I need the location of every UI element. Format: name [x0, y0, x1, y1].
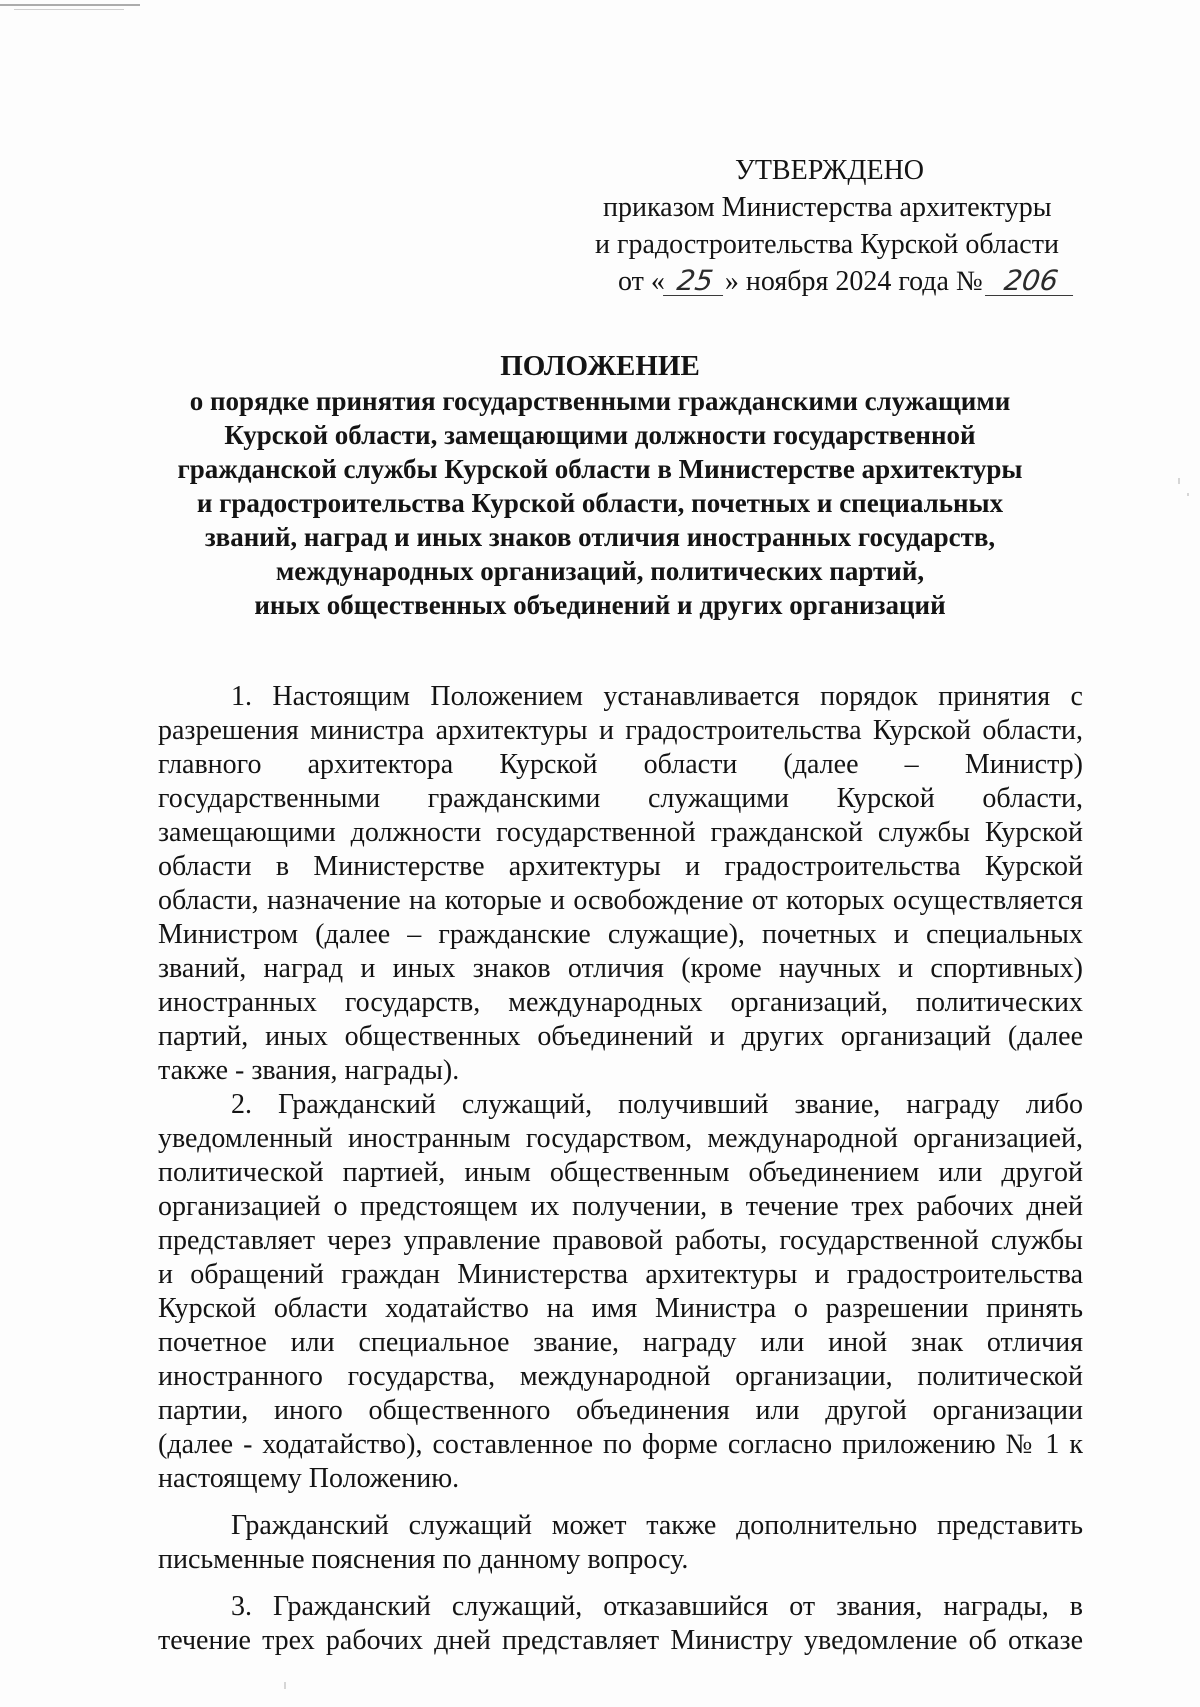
paragraph-1-last-line: также - звания, награды).: [158, 1055, 460, 1086]
paragraph-1-line: области в Министерстве архитектуры и градостроительства Курской: [158, 851, 1083, 882]
paragraph-2-line: (далее - ходатайство), составленное по форме согласно приложению № 1 к: [158, 1429, 1083, 1460]
paragraph-1-line: замещающими должности государственной гражданской службы Курской: [158, 817, 1083, 848]
document-subtitle-line: Курской области, замещающими должности государственной: [224, 420, 976, 450]
document-subtitle-line: и градостроительства Курской области, почетных и специальных: [196, 488, 1004, 518]
paragraph-1-line: области, назначение на которые и освобождение от которых осуществляется: [158, 885, 1083, 916]
document-subtitle-line: о порядке принятия государственными гражданскими служащими: [189, 386, 1011, 416]
paragraph-1-line: разрешения министра архитектуры и градостроительства Курской области,: [158, 715, 1083, 746]
paragraph-1-line: партий, иных общественных объединений и других организаций (далее: [158, 1021, 1083, 1052]
approval-date-line: [618, 263, 1075, 300]
paragraph-2-line: партии, иного общественного объединения или другой организации: [158, 1395, 1083, 1426]
scan-speck: [284, 1682, 286, 1689]
approval-date-middle: » ноября 2024 года №: [724, 266, 983, 297]
paragraph-3-line: течение трех рабочих дней представляет Министру уведомление об отказе: [158, 1625, 1083, 1656]
paragraph-2-line: уведомленный иностранным государством, международной организацией,: [158, 1123, 1083, 1154]
document-subtitle-line: званий, наград и иных знаков отличия иностранных государств,: [204, 522, 996, 552]
paragraph-1-line: главного архитектора Курской области (далее – Министр): [158, 749, 1083, 780]
paragraph-1-line: государственными гражданскими служащими Курской области,: [158, 783, 1083, 814]
approval-ministry-line: и градостроительства Курской области: [595, 229, 1059, 260]
paragraph-2-line: организацией о предстоящем их получении, в течение трех рабочих дней: [158, 1191, 1083, 1222]
paragraph-2-line: иностранного государства, международной организации, политической: [158, 1361, 1083, 1392]
scan-edge-mark: [0, 4, 140, 6]
document-subtitle-line: гражданской службы Курской области в Министерстве архитектуры: [177, 454, 1023, 484]
scan-edge-mark-secondary: [14, 9, 124, 10]
paragraph-2-line: и обращений граждан Министерства архитектуры и градостроительства: [158, 1259, 1083, 1290]
paragraph-2b-line: Гражданский служащий может также дополнительно представить: [231, 1510, 1083, 1541]
handwritten-day: 25: [663, 267, 727, 296]
paragraph-2b-last-line: письменные пояснения по данному вопросу.: [158, 1544, 689, 1575]
paragraph-2-line: представляет через управление правовой работы, государственной службы: [158, 1225, 1083, 1256]
approval-order-line: приказом Министерства архитектуры: [603, 192, 1052, 223]
paragraph-2-line: почетное или специальное звание, награду или иной знак отличия: [158, 1327, 1083, 1358]
handwritten-order-number: 206: [985, 267, 1077, 296]
paragraph-2-last-line: настоящему Положению.: [158, 1463, 460, 1494]
document-title: ПОЛОЖЕНИЕ: [500, 350, 700, 382]
paragraph-2-line: политической партией, иным общественным объединением или другой: [158, 1157, 1083, 1188]
paragraph-2-line: Курской области ходатайство на имя Министра о разрешении принять: [158, 1293, 1083, 1324]
document-subtitle-line: иных общественных объединений и других организаций: [254, 590, 946, 620]
approval-heading: УТВЕРЖДЕНО: [735, 155, 925, 186]
paragraph-1-line: иностранных государств, международных организаций, политических: [158, 987, 1083, 1018]
paragraph-1-line: званий, наград и иных знаков отличия (кроме научных и спортивных): [158, 953, 1083, 984]
approval-date-prefix: от «: [618, 266, 665, 297]
paragraph-3-line: 3. Гражданский служащий, отказавшийся от звания, награды, в: [231, 1591, 1083, 1622]
paragraph-1-line: Министром (далее – гражданские служащие), почетных и специальных: [158, 919, 1083, 950]
document-subtitle-line: международных организаций, политических партий,: [275, 556, 925, 586]
paragraph-2-line: 2. Гражданский служащий, получивший звание, награду либо: [231, 1089, 1083, 1120]
paragraph-1-line: 1. Настоящим Положением устанавливается порядок принятия с: [231, 681, 1083, 712]
